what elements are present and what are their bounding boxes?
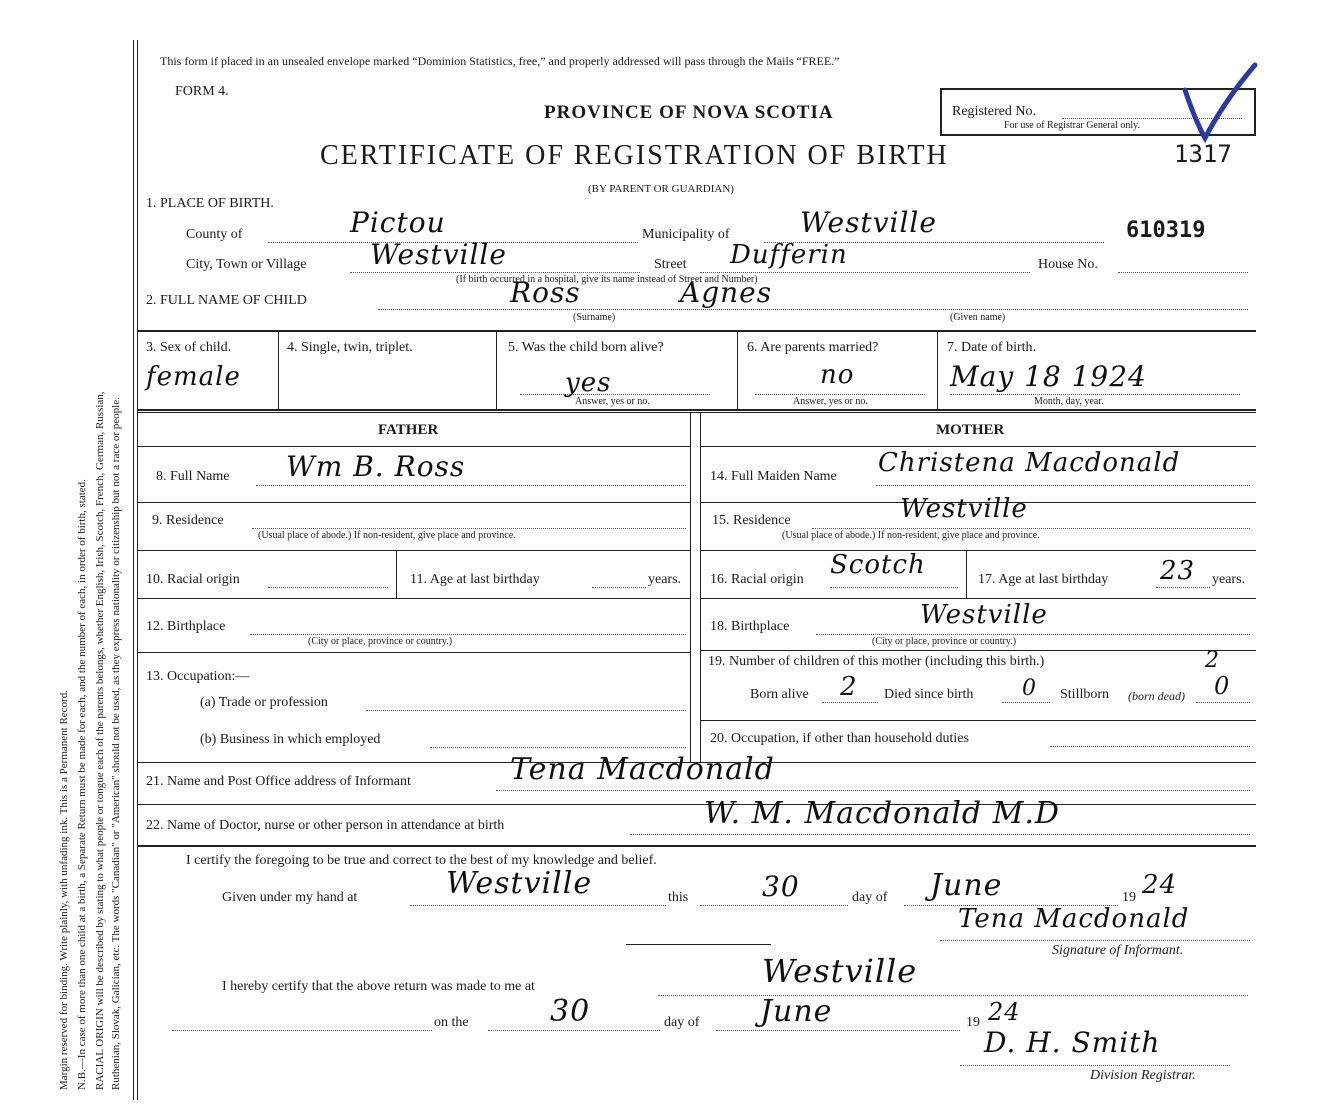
born-alive-line [520,394,710,395]
father-birthplace-line [250,634,686,635]
father-age-label: 11. Age at last birthday [410,572,540,587]
born-alive-question-label: 5. Was the child born alive? [508,340,664,355]
margin-rule [137,40,138,1100]
parents-married-value: no [820,360,855,390]
father-birthplace-label: 12. Birthplace [146,619,226,634]
hospital-note: (If birth occurred in a hospital, give its name instead of Street and Number) [456,274,758,285]
mother-age-years: years. [1212,572,1246,587]
city-value: Westville [370,238,507,271]
died-since-birth-label: Died since birth [884,687,974,702]
mother-occupation-label: 20. Occupation, if other than household duties [710,731,969,746]
mother-racial-line [830,587,958,588]
stamp-number: 1317 [1174,140,1232,168]
father-name-value: Wm B. Ross [286,450,466,483]
registrar-place-value: Westville [762,952,918,990]
registrar-use-note: For use of Registrar General only. [1004,120,1140,131]
city-line [350,272,640,273]
mother-age-value: 23 [1160,556,1196,586]
mother-residence-label: 15. Residence [712,513,791,528]
born-alive-count-line [822,702,878,703]
serial-number: 610319 [1126,218,1206,243]
margin-note-racial-cont: Ruthenian, Slovak, Galician, etc. The words "Canadian" or "American" should not be used, as they express nationality or citizenship but not a race or people. [110,397,122,1090]
father-age-years: years. [648,572,682,587]
county-value: Pictou [350,206,446,239]
mother-row-rule [700,550,1256,551]
county-label: County of [186,227,243,242]
registrar-year-value: 24 [988,998,1021,1026]
informant-line [496,790,1250,791]
answer-note: Answer, yes or no. [575,396,650,407]
registrar-year-prefix: 19 [966,1015,980,1030]
registrar-signature: D. H. Smith [984,1026,1161,1059]
registrar-day-of-label: day of [664,1015,700,1030]
given-place-line [410,905,666,906]
father-age-line [592,587,646,588]
child-surname: Ross [510,276,581,309]
margin-note-nb: N.B.—In case of more than one child at a birth, a Separate Return must be made for each, and the number of each, in order of birth, stated. [76,479,88,1090]
father-residence-label: 9. Residence [152,513,224,528]
father-row-rule [138,550,690,551]
municipality-value: Westville [800,206,937,239]
postal-note: This form if placed in an unsealed envelope marked “Dominion Statistics, free,” and properly addressed will pass through the Mails “FREE.” [160,54,840,68]
row3-box-bottom [138,409,1256,411]
stillborn-label: Stillborn [1060,687,1110,702]
father-age-divider [396,550,397,598]
margin-note-binding: Margin reserved for binding. Write plainly, with unfading ink. This is a Permanent Record. [58,690,70,1090]
answer-note: Answer, yes or no. [793,396,868,407]
father-trade-label: (a) Trade or profession [200,695,328,710]
document-subtitle: (BY PARENT OR GUARDIAN) [588,183,734,195]
father-heading: FATHER [378,422,439,438]
father-row-rule [138,652,690,653]
date-of-birth-label: 7. Date of birth. [947,340,1037,355]
born-alive-value: yes [565,368,612,398]
stillborn-line [1196,702,1250,703]
registrar-lead-line [172,1030,432,1031]
house-number-label: House No. [1038,257,1098,272]
year-prefix: 19 [1122,890,1136,905]
father-occupation-label: 13. Occupation:— [146,669,250,684]
mother-name-value: Christena Macdonald [878,448,1181,478]
certify-statement: I certify the foregoing to be true and correct to the best of my knowledge and belief. [186,853,657,868]
mother-age-divider [966,550,967,598]
father-trade-line [366,710,686,711]
mother-children-label: 19. Number of children of this mother (including this birth.) [708,654,1045,669]
mother-birthplace-value: Westville [920,600,1048,630]
mother-heading: MOTHER [936,422,1005,438]
registrar-signature-label: Division Registrar. [1090,1068,1196,1083]
child-name-label: 2. FULL NAME OF CHILD [146,293,307,308]
check-mark-icon [1180,60,1260,150]
surname-caption: (Surname) [573,312,616,323]
died-since-birth-value: 0 [1022,676,1037,701]
father-row-rule [138,598,690,599]
informant-label: 21. Name and Post Office address of Informant [146,774,411,789]
mother-row-rule [700,598,1256,599]
father-racial-label: 10. Racial origin [146,572,240,587]
row3-box-top [138,330,1256,332]
mother-abode-note: (Usual place of abode.) If non-resident, give place and province. [782,530,1040,541]
father-business-line [430,747,686,748]
mother-birthplace-label: 18. Birthplace [710,619,790,634]
mother-racial-value: Scotch [830,550,926,580]
form-number: FORM 4. [175,84,229,99]
given-day-line [700,905,848,906]
date-of-birth-line [950,394,1240,395]
mother-residence-value: Westville [900,494,1028,524]
mother-age-label: 17. Age at last birthday [978,572,1109,587]
doctor-value: W. M. Macdonald M.D [704,796,1060,831]
father-panel-right-rule [690,412,691,762]
separator-rule [626,944,771,945]
registrar-day-value: 30 [550,994,591,1029]
parents-married-label: 6. Are parents married? [747,340,879,355]
province-title: PROVINCE OF NOVA SCOTIA [544,102,834,123]
row3-divider [737,330,738,410]
parents-married-line [755,394,925,395]
municipality-label: Municipality of [642,227,730,242]
mother-birthplace-line [816,634,1250,635]
date-note: Month, day, year. [1034,396,1104,407]
row3-divider [496,330,497,410]
father-abode-note: (Usual place of abode.) If non-resident, give place and province. [258,530,516,541]
mother-name-label: 14. Full Maiden Name [710,469,837,484]
panel-heading-rule [138,446,690,447]
doctor-row-rule [138,845,1256,847]
given-day-value: 30 [762,870,800,903]
registrar-place-line [658,995,1248,996]
mother-row-rule [700,720,1256,721]
given-place-value: Westville [446,866,593,901]
given-year-value: 24 [1142,870,1178,900]
doctor-label: 22. Name of Doctor, nurse or other person in attendance at birth [146,818,505,833]
registrar-statement: I hereby certify that the above return was made to me at [222,979,535,994]
registrar-month-line [716,1030,960,1031]
mother-occupation-line [1050,746,1250,747]
mother-panel-left-rule [700,412,701,762]
mother-residence-line [812,528,1250,529]
margin-rule [133,40,134,1100]
mother-row-rule [700,650,1256,651]
father-racial-line [268,587,388,588]
row3-divider [278,330,279,410]
father-name-label: 8. Full Name [156,469,230,484]
panels-top-rule [138,412,1256,413]
given-name-caption: (Given name) [950,312,1006,323]
place-of-birth-label: 1. PLACE OF BIRTH. [146,196,274,211]
registrar-month-value: June [760,994,833,1029]
informant-signature: Tena Macdonald [958,904,1190,934]
mother-age-line [1156,587,1210,588]
informant-signature-line [940,940,1250,941]
stillborn-note: (born dead) [1128,689,1185,703]
street-value: Dufferin [730,240,848,270]
mother-name-line [876,485,1250,486]
informant-row-rule [138,804,1256,805]
sex-value: female [146,362,241,392]
document-title: CERTIFICATE OF REGISTRATION OF BIRTH [320,140,949,171]
registrar-day-line [488,1030,660,1031]
mother-children-value: 2 [1205,648,1220,673]
child-given-name: Agnes [680,276,773,309]
doctor-line [630,834,1250,835]
father-city-note: (City or place, province or country.) [308,636,453,647]
mother-city-note: (City or place, province or country.) [872,636,1017,647]
mother-racial-label: 16. Racial origin [710,572,804,587]
father-business-label: (b) Business in which employed [200,732,381,747]
on-the-label: on the [434,1015,469,1030]
registered-label: Registered No. [952,104,1036,119]
died-since-birth-line [1002,702,1050,703]
day-of-label: day of [852,890,888,905]
house-number-line [1118,272,1248,273]
row3-divider [937,330,938,410]
informant-signature-label: Signature of Informant. [1052,943,1184,958]
child-name-line [378,309,1248,310]
born-alive-label: Born alive [750,687,809,702]
registrar-signature-line [960,1065,1230,1066]
informant-value: Tena Macdonald [510,752,775,787]
street-label: Street [654,257,687,272]
date-of-birth-value: May 18 1924 [950,360,1147,393]
father-row-rule [138,502,690,503]
street-line [700,272,1030,273]
given-under-hand-label: Given under my hand at [222,890,358,905]
father-residence-line [252,528,686,529]
father-name-line [256,485,686,486]
margin-note-racial: RACIAL ORIGIN will be described by stating to what people or tongue each of the parents belongs, whether English, Irish, Scotch, French, German, Russian, [94,391,106,1090]
panel-heading-rule [700,446,1256,447]
given-month-value: June [930,868,1003,903]
single-twin-label: 4. Single, twin, triplet. [287,340,413,355]
sex-label: 3. Sex of child. [146,340,232,355]
city-label: City, Town or Village [186,257,307,272]
born-alive-count: 2 [840,672,858,702]
stillborn-value: 0 [1214,672,1231,700]
this-label: this [668,890,689,905]
